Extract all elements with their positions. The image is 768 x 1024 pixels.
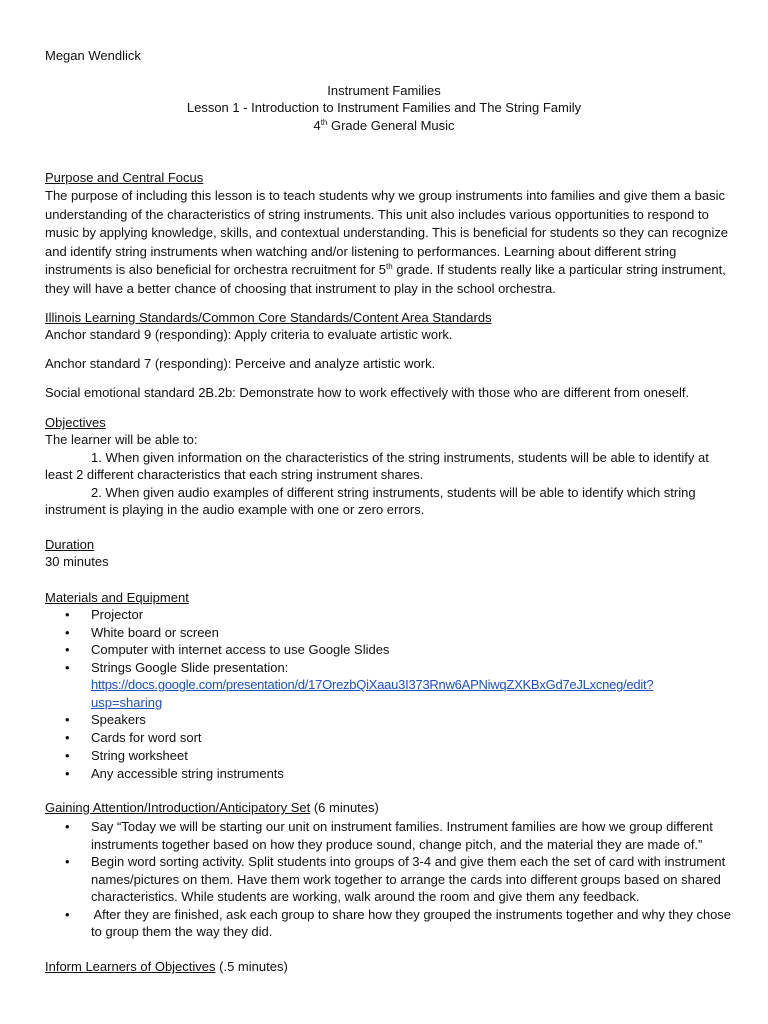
gaining-heading-line: Gaining Attention/Introduction/Anticipatory Set (6 minutes) (45, 800, 379, 815)
materials-item: Cards for word sort (91, 730, 202, 745)
gaining-item: After they are finished, ask each group to share how they grouped the instruments together and why they chose (93, 907, 731, 922)
purpose-line: and identify string instruments when watching and/or listening to performances. Learning about different string (45, 244, 677, 259)
bullet-icon: • (65, 625, 70, 640)
materials-item: Speakers (91, 712, 146, 727)
materials-item: Strings Google Slide presentation: (91, 660, 289, 675)
bullet-icon: • (65, 766, 70, 781)
purpose-line: The purpose of including this lesson is to teach students why we group instruments into families and give them a basic (45, 188, 725, 203)
materials-item: Projector (91, 607, 144, 622)
gaining-item: to group them the way they did. (91, 924, 273, 939)
bullet-icon: • (65, 730, 70, 745)
purpose-line: understanding of the characteristics of string instruments. This unit also includes various opportunities to respond to (45, 207, 709, 222)
duration-value: 30 minutes (45, 554, 109, 569)
grade-line: 4th Grade General Music (313, 118, 455, 133)
gaining-item: Begin word sorting activity. Split students into groups of 3-4 and give them each the set of card with instrument (91, 854, 726, 869)
bullet-icon: • (65, 748, 70, 763)
gaining-item: names/pictures on them. Have them work together to arrange the cards into different groups based on shared (91, 872, 721, 887)
lesson-title: Lesson 1 - Introduction to Instrument Families and The String Family (186, 100, 582, 115)
purpose-line: they will have a better chance of choosing that instrument to play in the school orchestra. (45, 281, 556, 296)
bullet-icon: • (65, 607, 70, 622)
standards-heading: Illinois Learning Standards/Common Core Standards/Content Area Standards (45, 310, 492, 325)
bullet-icon: • (65, 642, 70, 657)
bullet-icon: • (65, 660, 70, 675)
materials-heading: Materials and Equipment (45, 590, 189, 605)
inform-heading-line: Inform Learners of Objectives (.5 minutes) (45, 959, 288, 974)
materials-item: White board or screen (91, 625, 219, 640)
objective-item: 2. When given audio examples of different string instruments, students will be able to identify which string (91, 485, 696, 500)
purpose-line: music by applying knowledge, skills, and contextual understanding. This is beneficial for students so they can recognize (45, 225, 728, 240)
objective-item: least 2 different characteristics that each string instrument shares. (45, 467, 424, 482)
materials-item: Any accessible string instruments (91, 766, 284, 781)
gaining-item: Say “Today we will be starting our unit on instrument families. Instrument families are how we group different (91, 819, 713, 834)
purpose-heading: Purpose and Central Focus (45, 170, 204, 185)
objective-item: 1. When given information on the characteristics of the string instruments, students will be able to identify at (91, 450, 709, 465)
standard-item: Social emotional standard 2B.2b: Demonstrate how to work effectively with those who are different from oneself. (45, 385, 690, 400)
gaining-item: instruments together based on how they produce sound, change pitch, and the material they are made of.” (91, 837, 703, 852)
author-name: Megan Wendlick (45, 48, 141, 63)
materials-item: Computer with internet access to use Google Slides (91, 642, 390, 657)
objective-item: instrument is playing in the audio example with one or zero errors. (45, 502, 425, 517)
standard-item: Anchor standard 9 (responding): Apply criteria to evaluate artistic work. (45, 327, 453, 342)
bullet-icon: • (65, 907, 70, 922)
bullet-icon: • (65, 712, 70, 727)
standard-item: Anchor standard 7 (responding): Perceive and analyze artistic work. (45, 356, 436, 371)
bullet-icon: • (65, 819, 70, 834)
gaining-item: characteristics. While students are working, walk around the room and give them any feedback. (91, 889, 640, 904)
document-title: Instrument Families (327, 83, 441, 98)
duration-heading: Duration (45, 537, 95, 552)
bullet-icon: • (65, 854, 70, 869)
purpose-line: instruments is also beneficial for orchestra recruitment for 5th grade. If students really like a particular string instrument, (45, 262, 726, 277)
objectives-heading: Objectives (45, 415, 106, 430)
slides-link[interactable]: https://docs.google.com/presentation/d/17OrezbQiXaau3I373Rnw6APNiwqZXKBxGd7eJLxcneg/edit? (91, 677, 654, 692)
objectives-intro: The learner will be able to: (45, 432, 198, 447)
materials-item: String worksheet (91, 748, 188, 763)
slides-link-continued[interactable]: usp=sharing (91, 695, 163, 710)
